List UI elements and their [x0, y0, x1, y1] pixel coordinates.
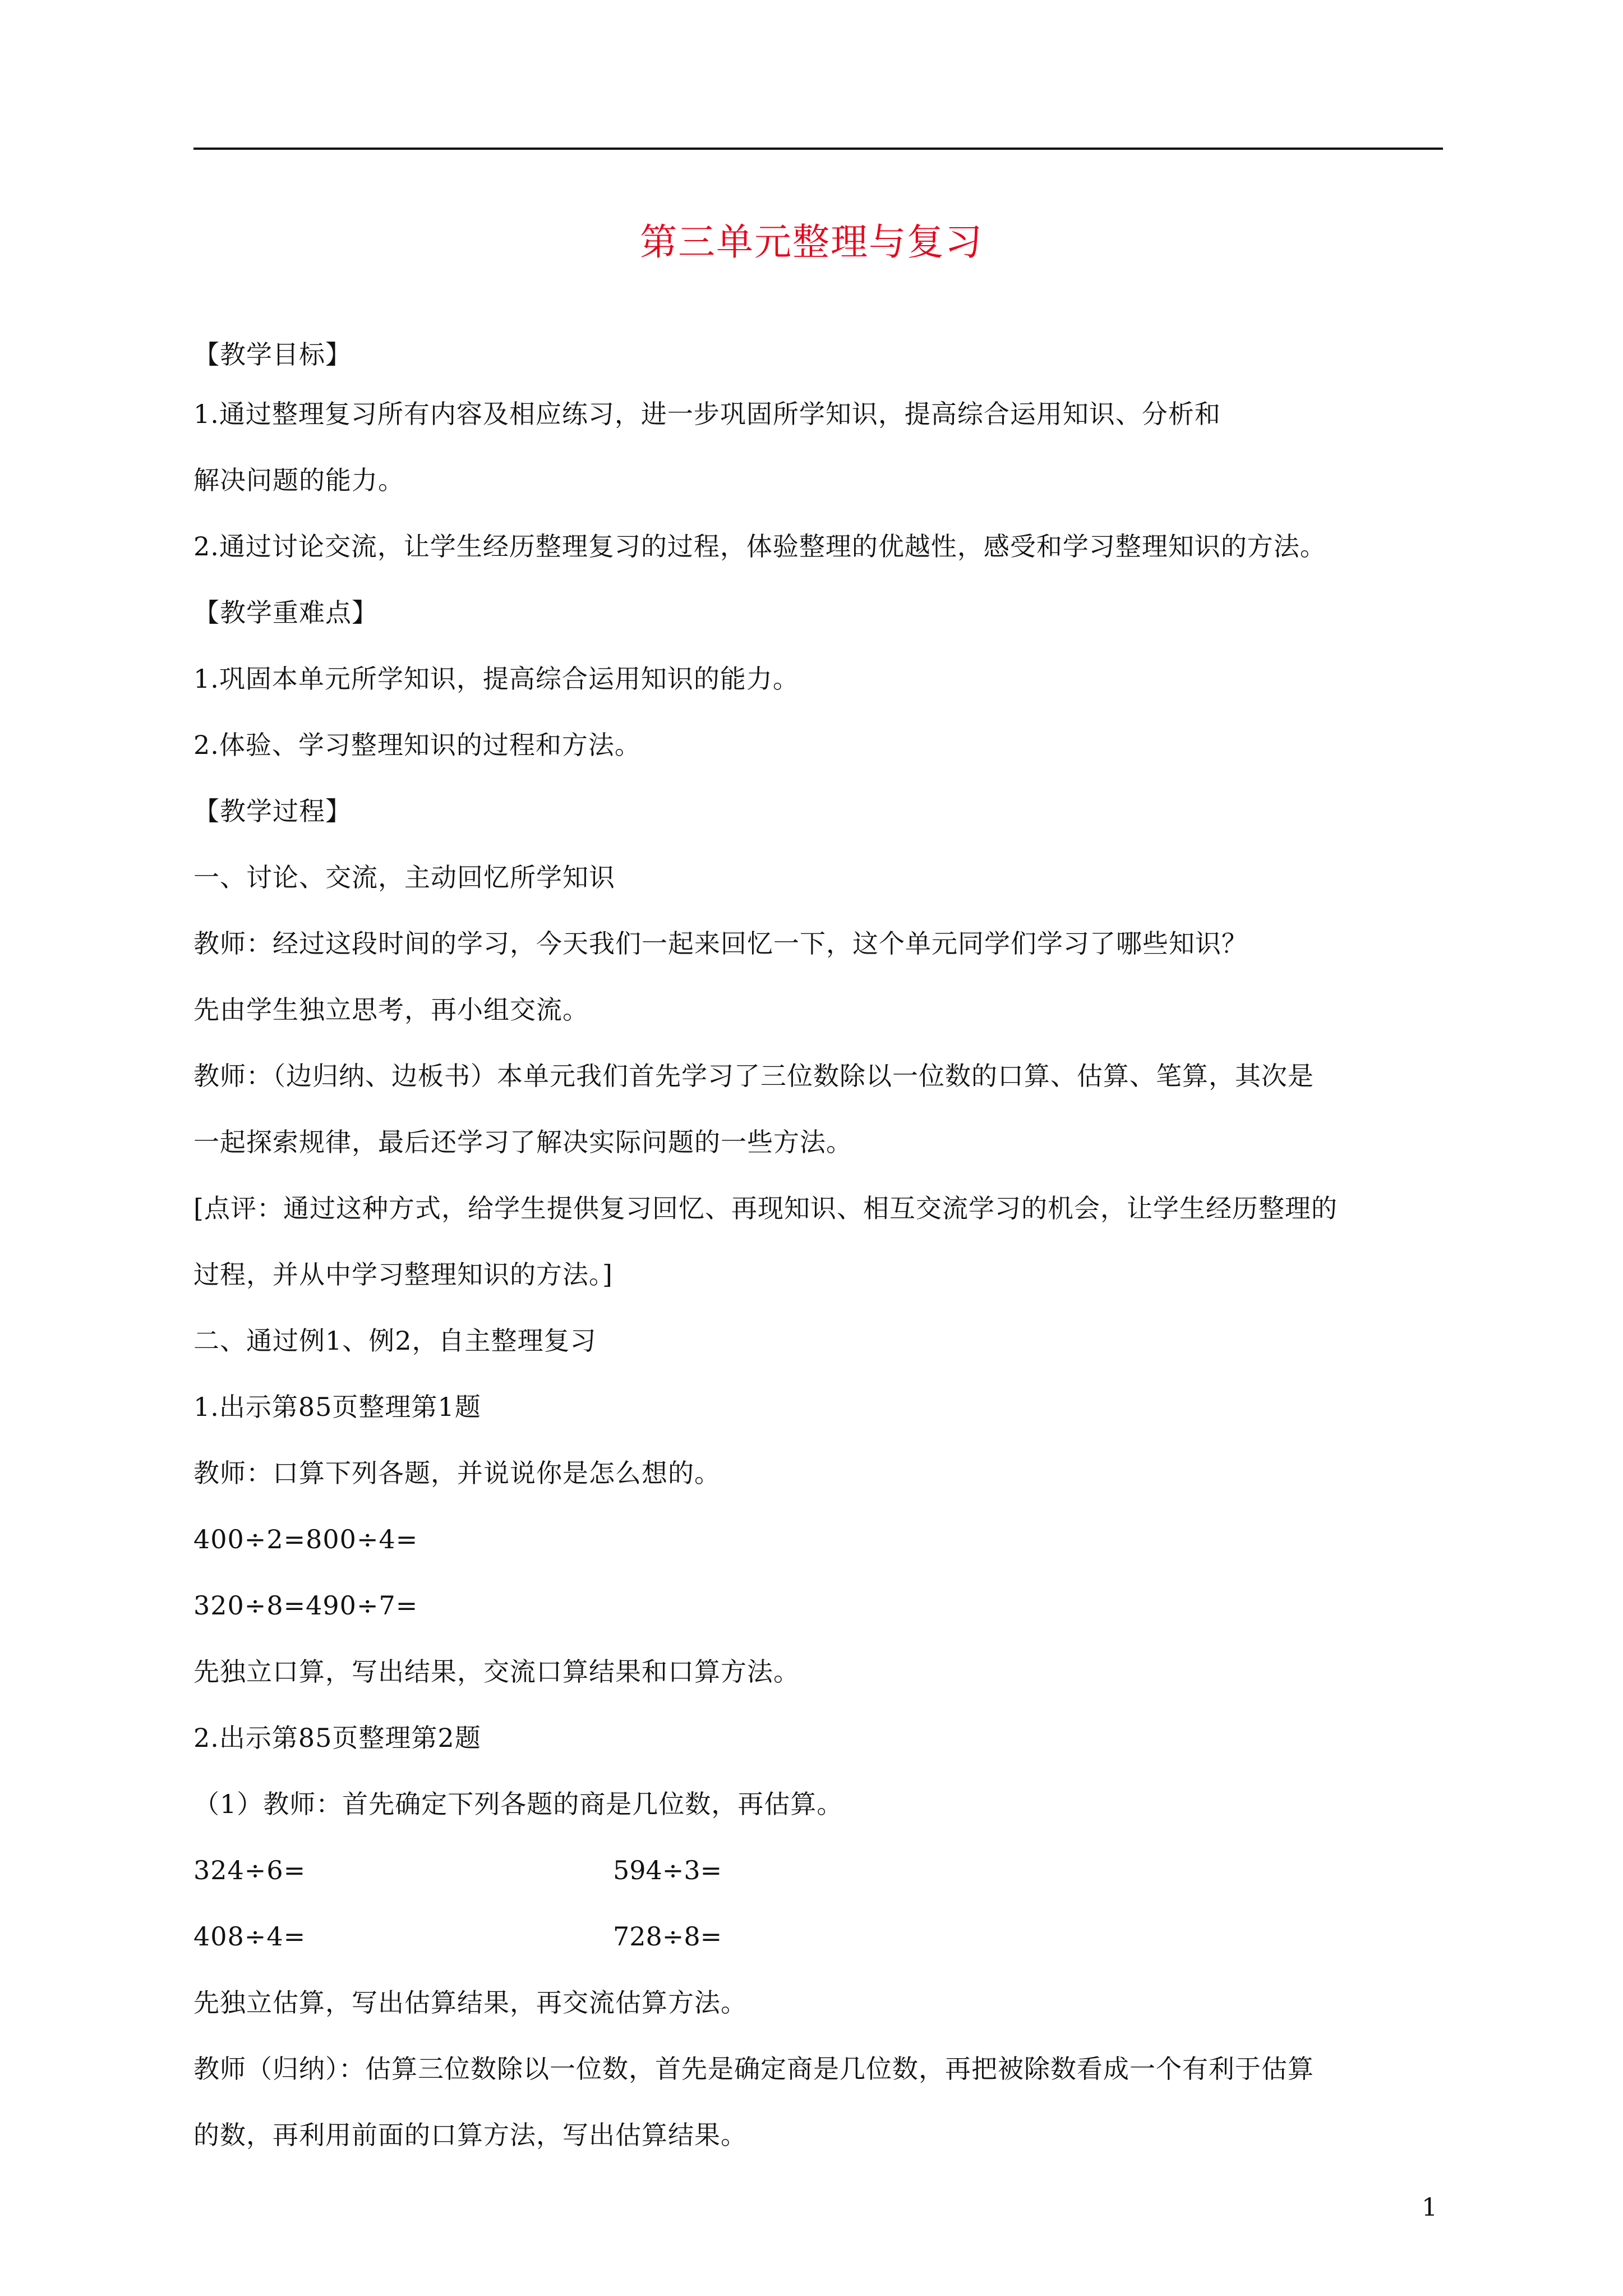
paragraph-line: 2.通过讨论交流，让学生经历整理复习的过程，体验整理的优越性，感受和学习整理知识的方法。 — [193, 531, 1326, 562]
paragraph-line: 一、讨论、交流，主动回忆所学知识 — [193, 862, 615, 892]
paragraph-line: 解决问题的能力。 — [193, 465, 404, 495]
paragraph-line: 教师：口算下列各题，并说说你是怎么想的。 — [193, 1458, 721, 1488]
paragraph-line: 先独立估算，写出估算结果，再交流估算方法。 — [193, 1987, 747, 2018]
equation-line: 408÷4= — [193, 1921, 306, 1952]
paragraph-line: 1.巩固本单元所学知识，提高综合运用知识的能力。 — [193, 664, 799, 694]
equation-line: 728÷8= — [613, 1921, 722, 1952]
section-heading-goals: 【教学目标】 — [193, 339, 352, 370]
equation-line: 324÷6= — [193, 1855, 306, 1885]
paragraph-line: 二、通过例1、例2，自主整理复习 — [193, 1326, 597, 1356]
paragraph-line: 1.通过整理复习所有内容及相应练习，进一步巩固所学知识，提高综合运用知识、分析和 — [193, 399, 1221, 429]
section-heading-keypoints: 【教学重难点】 — [193, 597, 378, 628]
paragraph-line: 的数，再利用前面的口算方法，写出估算结果。 — [193, 2120, 747, 2150]
equation-line: 400÷2=800÷4= — [193, 1524, 418, 1554]
paragraph-line: 先由学生独立思考，再小组交流。 — [193, 995, 589, 1025]
paragraph-line: 1.出示第85页整理第1题 — [193, 1392, 481, 1422]
paragraph-line: 2.体验、学习整理知识的过程和方法。 — [193, 730, 641, 760]
page-title: 第三单元整理与复习 — [640, 220, 983, 264]
paragraph-line: 教师（归纳）：估算三位数除以一位数，首先是确定商是几位数，再把被除数看成一个有利于估算 — [193, 2054, 1314, 2084]
paragraph-line: 教师：经过这段时间的学习，今天我们一起来回忆一下，这个单元同学们学习了哪些知识？ — [193, 928, 1248, 959]
paragraph-line: 教师：（边归纳、边板书）本单元我们首先学习了三位数除以一位数的口算、估算、笔算，其次是 — [193, 1061, 1314, 1091]
paragraph-line: [点评：通过这种方式，给学生提供复习回忆、再现知识、相互交流学习的机会，让学生经历整理的 — [193, 1193, 1338, 1223]
header-rule — [193, 148, 1443, 150]
section-heading-process: 【教学过程】 — [193, 796, 352, 826]
equation-line: 594÷3= — [613, 1855, 722, 1885]
equation-line: 320÷8=490÷7= — [193, 1590, 418, 1621]
paragraph-line: 一起探索规律，最后还学习了解决实际问题的一些方法。 — [193, 1127, 852, 1157]
paragraph-line: 过程，并从中学习整理知识的方法。] — [193, 1259, 613, 1290]
paragraph-line: （1）教师：首先确定下列各题的商是几位数，再估算。 — [193, 1789, 843, 1819]
paragraph-line: 先独立口算，写出结果，交流口算结果和口算方法。 — [193, 1657, 800, 1687]
paragraph-line: 2.出示第85页整理第2题 — [193, 1723, 481, 1753]
page-number: 1 — [1422, 2193, 1437, 2222]
